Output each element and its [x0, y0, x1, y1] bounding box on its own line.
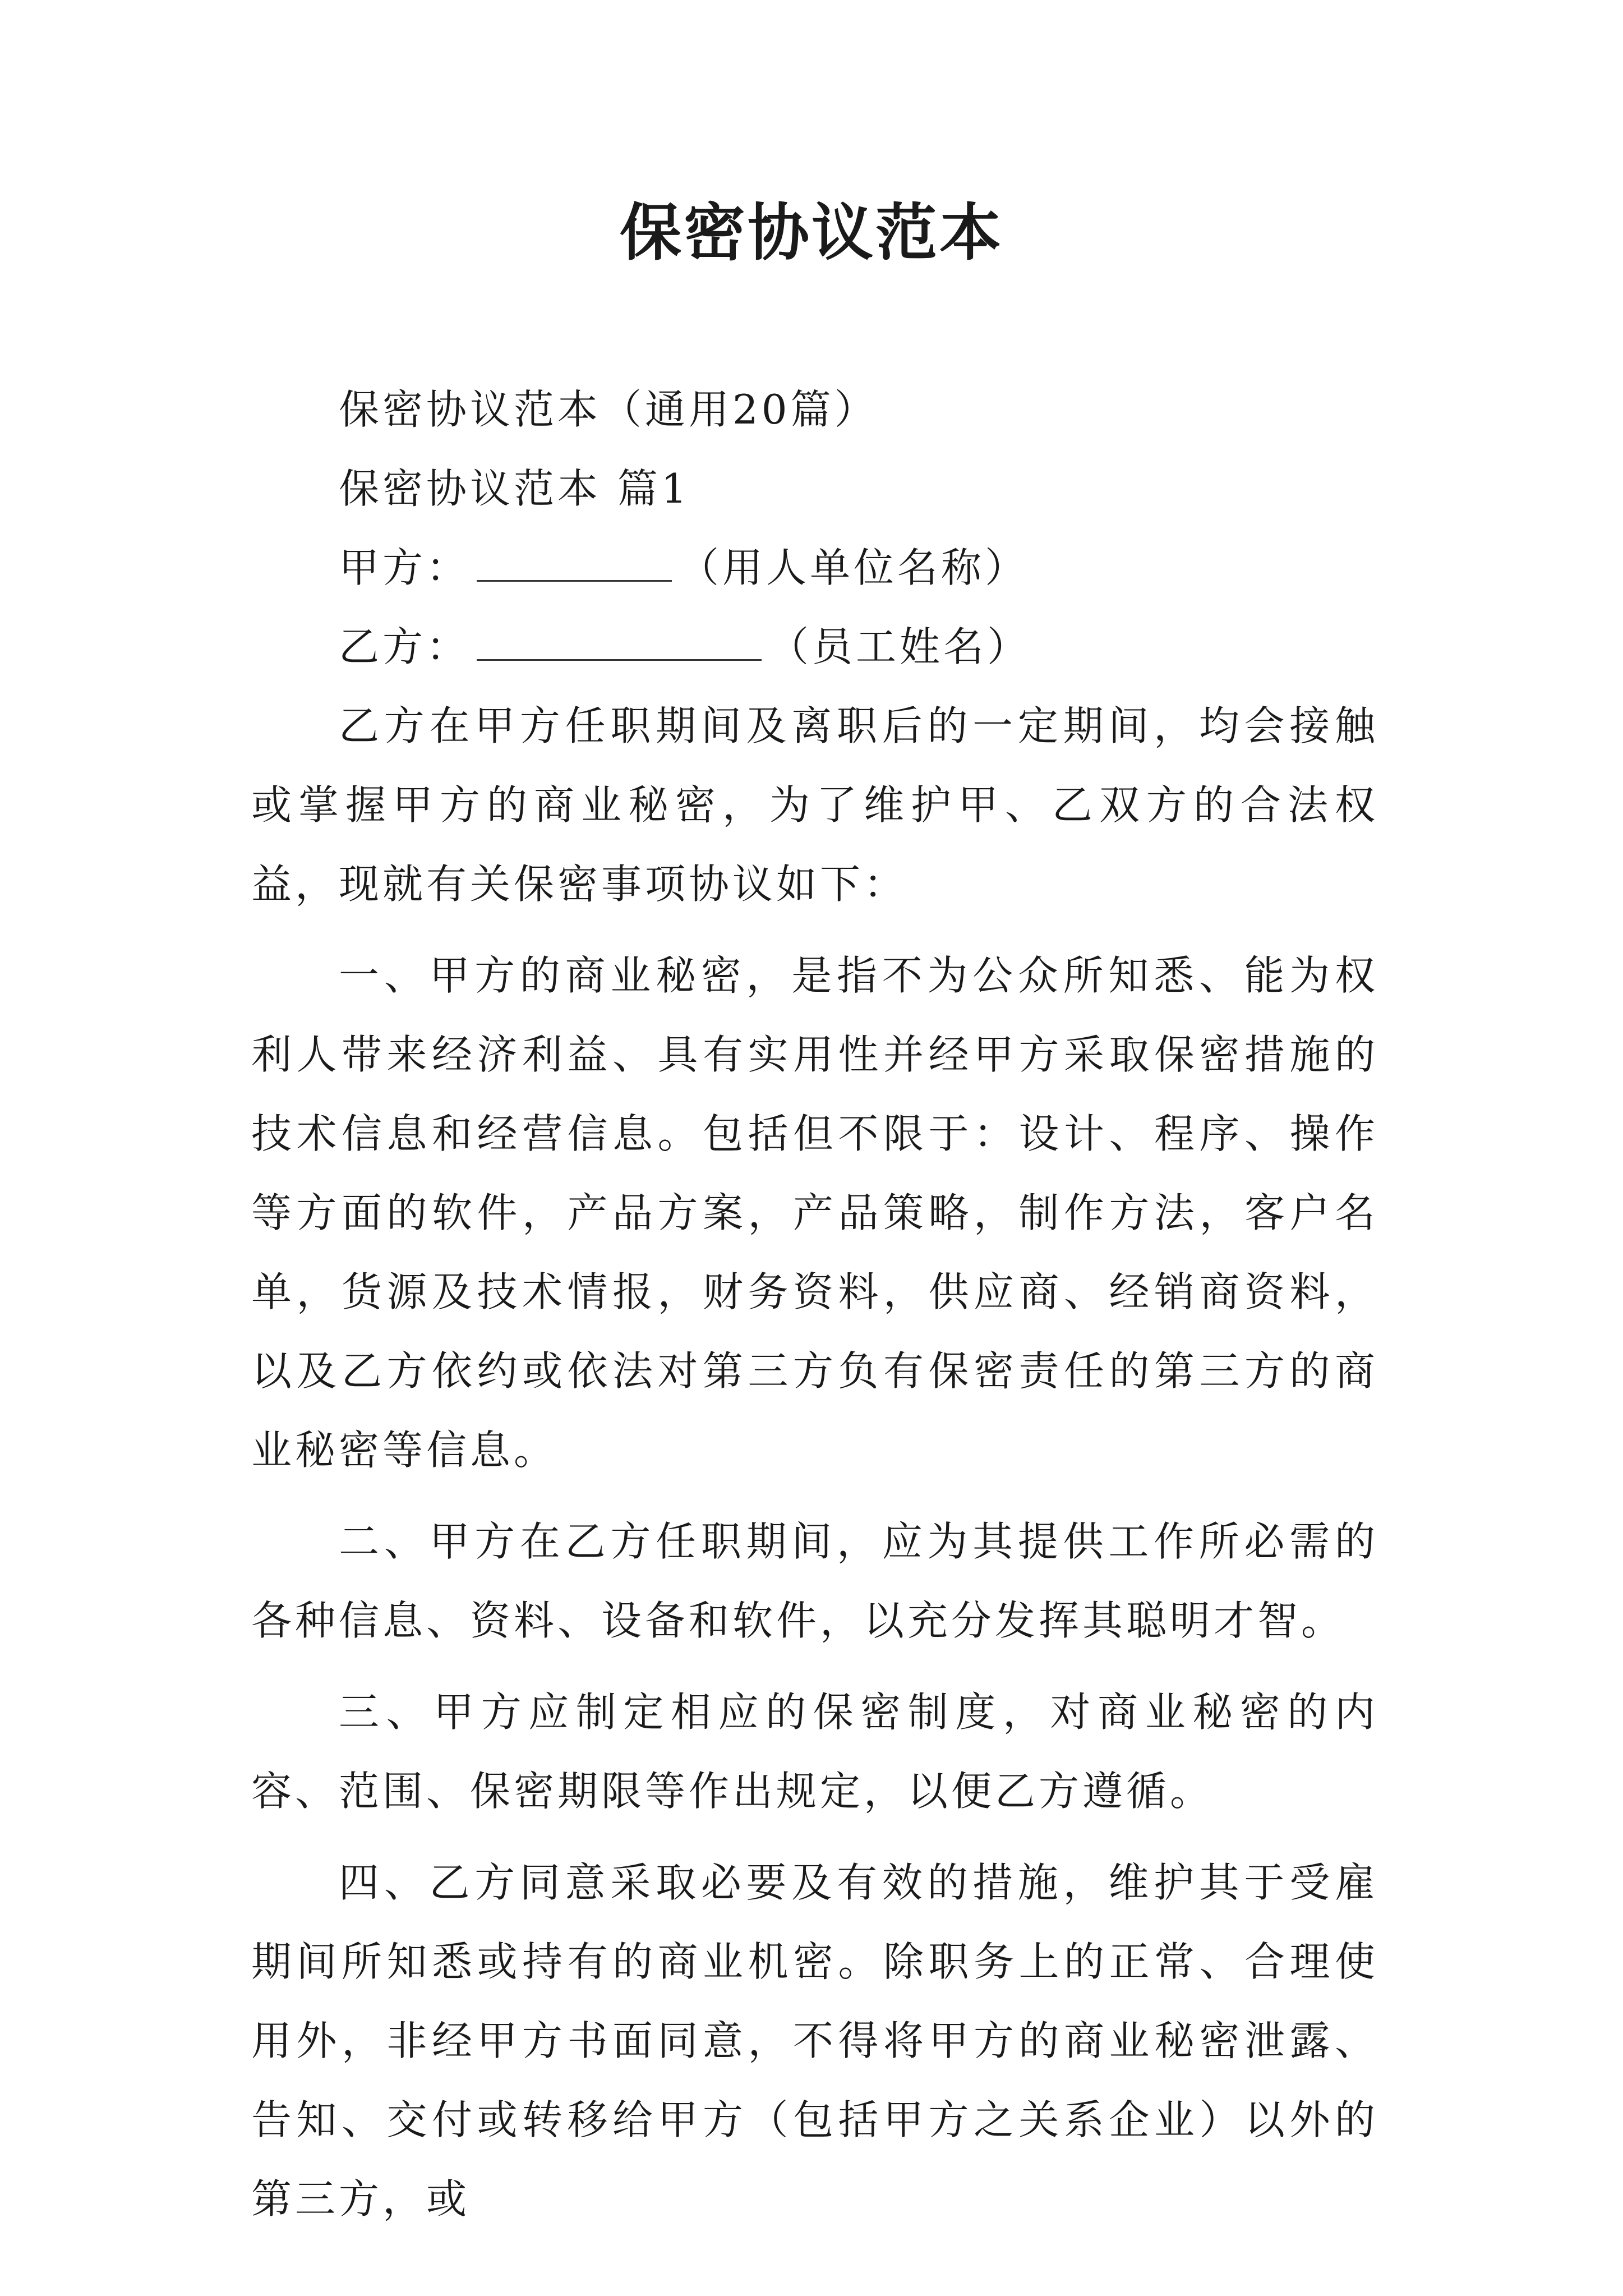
party-b-note: （员工姓名）: [768, 623, 1031, 670]
section-heading: 保密协议范本 篇1: [339, 465, 690, 512]
paragraph-intro: 乙方在甲方任职期间及离职后的一定期间，均会接触或掌握甲方的商业秘密，为了维护甲、乙双方的合法权益，现就有关保密事项协议如下：: [251, 702, 1378, 908]
party-a-blank: [477, 540, 672, 582]
party-b-label: 乙方：: [339, 623, 471, 670]
paragraph-clause-4: 四、乙方同意采取必要及有效的措施，维护其于受雇期间所知悉或持有的商业机密。除职务上的正常、合理使用外，非经甲方书面同意，不得将甲方的商业秘密泄露、告知、交付或转移给甲方（包括甲方之关系企业）以外的第三方，或: [251, 1859, 1378, 2223]
document-body: [251, 370, 1378, 2239]
party-b-line: [251, 608, 1378, 687]
paragraph-clause-2: 二、甲方在乙方任职期间，应为其提供工作所必需的各种信息、资料、设备和软件，以充分发挥其聪明才智。: [251, 1518, 1378, 1644]
party-a-note: （用人单位名称）: [679, 544, 1029, 591]
paragraph-clause-1: 一、甲方的商业秘密，是指不为公众所知悉、能为权利人带来经济利益、具有实用性并经甲方采取保密措施的技术信息和经营信息。包括但不限于：设计、程序、操作等方面的软件，产品方案，产品策略，制作方法，客户名单，货源及技术情报，财务资料，供应商、经销商资料，以及乙方依约或依法对第三方负有保密责任的第三方的商业秘密等信息。: [251, 952, 1378, 1474]
document-subtitle: 保密协议范本（通用20篇）: [339, 386, 878, 433]
document-title: 保密协议范本: [620, 197, 1003, 269]
party-b-blank: [477, 619, 762, 661]
paragraph-clause-3: 三、甲方应制定相应的保密制度，对商业秘密的内容、范围、保密期限等作出规定，以便乙方遵循。: [251, 1688, 1378, 1815]
party-a-label: 甲方：: [339, 544, 471, 591]
party-a-line: [251, 528, 1378, 608]
